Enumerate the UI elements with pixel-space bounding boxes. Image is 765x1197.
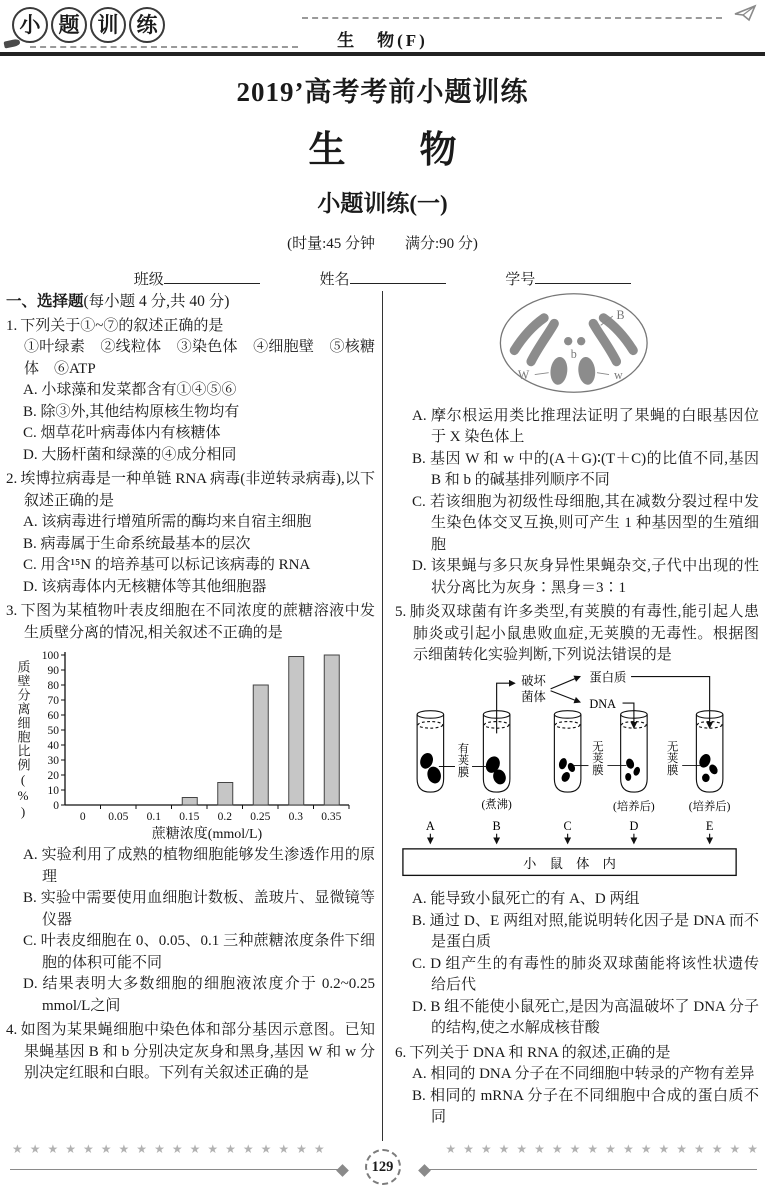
svg-text:70: 70: [47, 695, 59, 707]
question-1-option-d: D. 大肠杆菌和绿藻的④成分相同: [23, 446, 237, 463]
q3-bar-chart: [35, 647, 357, 843]
gene-label-w: w: [613, 368, 623, 383]
footer-diamond-right: [418, 1164, 431, 1177]
svg-text:90: 90: [47, 665, 59, 677]
question-2-option-d: D. 该病毒体内无核糖体等其他细胞器: [23, 578, 267, 595]
boiled-caption: (煮沸): [481, 798, 512, 811]
mouse-body-box-label: 小 鼠 体 内: [523, 855, 616, 871]
logo-char: 练: [129, 7, 165, 43]
svg-text:0.25: 0.25: [249, 811, 270, 823]
subject-title: 生 物: [308, 130, 457, 171]
bacteria-transform-diagram: [397, 669, 743, 882]
svg-text:50: 50: [47, 725, 59, 737]
question-4-option-b: B. 基因 W 和 w 中的(A＋G)∶(T＋C)的比值不同,基因 B 和 b 的碱基排列顺序不同: [412, 450, 759, 488]
question-2-option-b: B. 病毒属于生命系统最基本的层次: [23, 535, 251, 552]
capsule-label: 有荚膜: [457, 742, 470, 779]
name-label: 姓名: [319, 272, 350, 288]
question-3-option-c: C. 叶表皮细胞在 0、0.05、0.1 三种蔗糖浓度条件下细胞的体积可能不同: [23, 933, 375, 971]
footer-stars-right: ★★★★★★★★★★★★★★★★★★: [445, 1142, 765, 1156]
question-4-options-block: [395, 406, 759, 600]
question-5: [395, 602, 759, 1040]
svg-text:100: 100: [41, 650, 59, 662]
footer-line-left: [10, 1169, 340, 1170]
section-header: [6, 291, 375, 313]
svg-text:0.3: 0.3: [288, 811, 303, 823]
logo-char: 训: [90, 7, 126, 43]
svg-text:0.15: 0.15: [178, 811, 199, 823]
question-6: [395, 1043, 759, 1129]
svg-text:40: 40: [47, 740, 59, 752]
class-blank-line: [164, 271, 260, 284]
question-2-option-c: C. 用含¹⁵N 的培养基可以标记该病毒的 RNA: [23, 557, 311, 573]
question-3: [6, 601, 375, 1017]
svg-text:20: 20: [47, 770, 59, 782]
group-letter-d: D: [629, 818, 639, 833]
svg-text:60: 60: [47, 710, 59, 722]
svg-text:80: 80: [47, 680, 59, 692]
page-number: 129: [365, 1149, 401, 1185]
question-4-option-a: A. 摩尔根运用类比推理法证明了果蝇的白眼基因位于 X 染色体上: [412, 407, 759, 445]
question-1: [6, 316, 375, 467]
q3-chart-area: [12, 647, 375, 843]
question-4-option-d: D. 该果蝇与多只灰身异性果蝇杂交,子代中出现的性状分离比为灰身∶黑身＝3∶1: [412, 558, 759, 596]
question-3-option-d: D. 结果表明大多数细胞的细胞液浓度介于 0.2~0.25 mmol/L之间: [23, 976, 375, 1014]
question-columns: [6, 291, 759, 1141]
question-3-option-a: A. 实验利用了成熟的植物细胞能够发生渗透作用的原理: [23, 847, 375, 885]
gene-label-B: B: [616, 307, 625, 322]
svg-text:0: 0: [79, 811, 86, 823]
group-letter-c: C: [563, 818, 572, 833]
question-6-stem: 6. 下列关于 DNA 和 RNA 的叙述,正确的是: [395, 1044, 671, 1061]
question-5-option-c: C. D 组产生的有毒性的肺炎双球菌能将该性状遗传给后代: [412, 955, 759, 993]
question-5-option-d: D. B 组不能使小鼠死亡,是因为高温破坏了 DNA 分子的结构,使之水解成核苷酸: [412, 998, 759, 1036]
question-6-option-b: B. 相同的 mRNA 分子在不同细胞中合成的蛋白质不同: [412, 1087, 759, 1125]
question-4-stem-block: [6, 1020, 375, 1085]
right-column: [383, 291, 759, 1141]
question-1-option-b: B. 除③外,其他结构原核生物均有: [23, 403, 240, 420]
chart-y-axis-label: 质壁分离细胞比例(%): [15, 660, 31, 820]
question-1-option-c: C. 烟草花叶病毒体内有核糖体: [23, 425, 221, 441]
cultured-caption-1: (培养后): [613, 800, 655, 813]
svg-text:0.35: 0.35: [320, 811, 341, 823]
footer-stars-left: ★★★★★★★★★★★★★★★★★★: [12, 1142, 332, 1156]
question-1-option-a: A. 小球藻和发菜都含有①④⑤⑥: [23, 382, 237, 398]
question-3-stem: 3. 下图为某植物叶表皮细胞在不同浓度的蔗糖溶液中发生质壁分离的情况,相关叙述不正确的是: [6, 603, 375, 641]
question-1-items: ①叶绿素 ②线粒体 ③染色体 ④细胞壁 ⑤核糖体 ⑥ATP: [24, 339, 375, 377]
page-header: [0, 0, 765, 60]
question-5-stem: 5. 肺炎双球菌有许多类型,有荚膜的有毒性,能引起人患肺炎或引起小鼠患败血症,无荚膜的无毒性。根据图示细菌转化实验判断,下列说法错误的是: [395, 604, 759, 663]
section-title: 一、选择题: [6, 293, 84, 310]
name-blank-line: [350, 271, 446, 284]
question-4-option-c: C. 若该细胞为初级性母细胞,其在减数分裂过程中发生染色体交叉互换,则可产生 1 种基因型的生殖细胞: [412, 493, 759, 553]
dna-label: DNA: [589, 696, 617, 711]
question-3-option-b: B. 实验中需要使用血细胞计数板、盖玻片、显微镜等仪器: [23, 890, 375, 928]
double-rule: [0, 52, 765, 56]
question-5-option-a: A. 能导致小鼠死亡的有 A、D 两组: [412, 891, 640, 907]
svg-text:10: 10: [47, 785, 59, 797]
question-6-option-a: A. 相同的 DNA 分子在不同细胞中转录的产物有差异: [412, 1066, 755, 1082]
svg-text:0: 0: [52, 800, 59, 812]
main-title: 2019’高考考前小题训练: [236, 77, 529, 107]
id-blank-line: [535, 271, 631, 284]
chromosome-cell-diagram: [493, 291, 661, 395]
paper-plane-icon: [733, 4, 759, 24]
question-2-stem: 2. 埃博拉病毒是一种单链 RNA 病毒(非逆转录病毒),以下叙述正确的是: [6, 471, 375, 509]
no-capsule-label-2: 无荚膜: [667, 740, 679, 777]
group-letter-a: A: [425, 818, 435, 833]
student-fields: [0, 268, 765, 289]
left-column: [6, 291, 383, 1141]
logo-char: 小: [12, 7, 48, 43]
paper-subtitle: 小题训练(一): [317, 191, 448, 216]
protein-label: 蛋白质: [589, 669, 627, 684]
destroy-label: 破坏: [521, 673, 546, 688]
section-note: (每小题 4 分,共 40 分): [83, 293, 230, 310]
group-letter-b: B: [492, 818, 501, 833]
course-header: 生 物(F): [337, 31, 428, 50]
q4-cell-diagram-wrap: [395, 291, 759, 403]
cultured-caption-2: (培养后): [688, 800, 731, 813]
svg-text:蔗糖浓度(mmol/L): 蔗糖浓度(mmol/L): [151, 827, 262, 842]
question-5-option-b: B. 通过 D、E 两组对照,能说明转化因子是 DNA 而不是蛋白质: [412, 912, 759, 950]
svg-text:0.05: 0.05: [107, 811, 128, 823]
question-4-stem: 4. 如图为某果蝇细胞中染色体和部分基因示意图。已知果蝇基因 B 和 b 分别决定灰身和黑身,基因 W 和 w 分别决定红眼和白眼。下列有关叙述正确的是: [6, 1022, 375, 1081]
title-block: [0, 62, 765, 289]
gene-label-W: W: [517, 368, 530, 383]
group-letter-e: E: [705, 818, 714, 833]
logo-char: 题: [51, 7, 87, 43]
gene-label-b: b: [570, 346, 577, 361]
svg-text:0.2: 0.2: [217, 811, 232, 823]
class-label: 班级: [133, 272, 164, 288]
footer-diamond-left: [336, 1164, 349, 1177]
id-label: 学号: [505, 272, 536, 288]
series-logo: [12, 7, 168, 43]
svg-text:30: 30: [47, 755, 59, 767]
question-2-option-a: A. 该病毒进行增殖所需的酶均来自宿主细胞: [23, 514, 312, 530]
dash-dot-line: [302, 17, 722, 19]
question-1-stem: 1. 下列关于①~⑦的叙述正确的是: [6, 317, 224, 334]
bacteria-label: 菌体: [521, 689, 546, 704]
time-score-meta: (时量:45 分钟 满分:90 分): [287, 236, 478, 252]
question-2: [6, 469, 375, 598]
svg-text:0.1: 0.1: [146, 811, 161, 823]
footer-line-right: [427, 1169, 757, 1170]
no-capsule-label-1: 无荚膜: [592, 740, 604, 777]
